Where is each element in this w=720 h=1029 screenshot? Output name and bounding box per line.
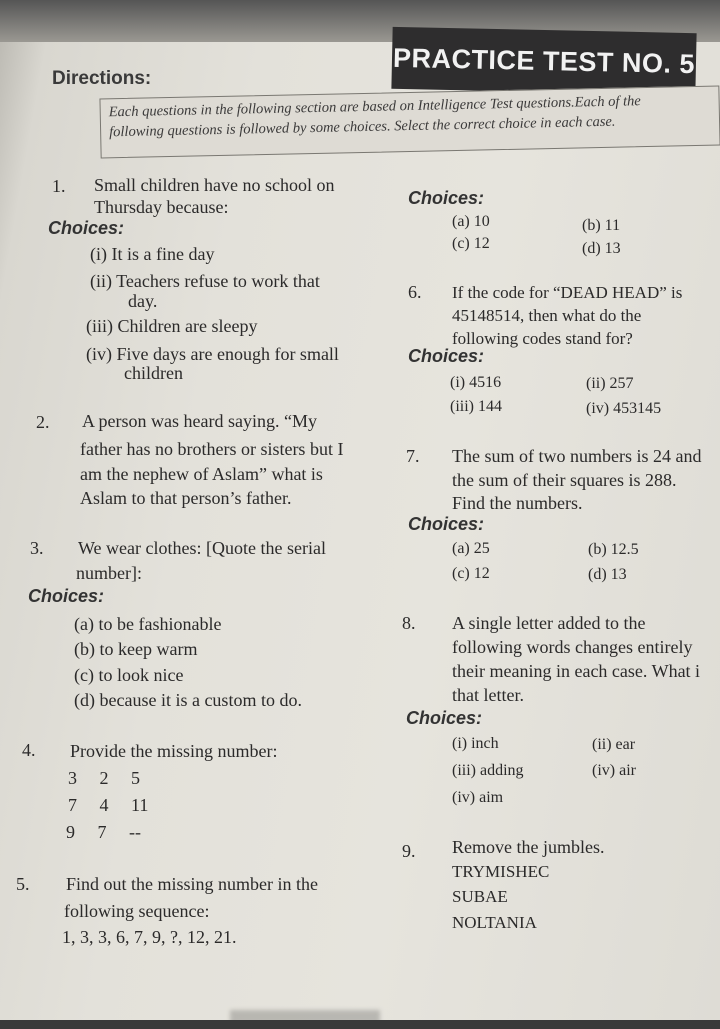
bottom-smudge: [230, 1010, 380, 1020]
q1-choices-label: Choices:: [48, 218, 125, 238]
q2-text-line-3: am the nephew of Aslam” what is: [80, 464, 323, 484]
q3-text-line-2: number]:: [76, 563, 142, 583]
q6-choices-label: Choices:: [408, 346, 485, 366]
q2-text-line-1: A person was heard saying. “My: [82, 411, 317, 431]
q4-grid-row-1: 3 2 5: [68, 768, 140, 788]
q9-word-2: SUBAE: [452, 887, 508, 906]
directions-line-2: following questions is followed by some choices. Select the correct choice in each case.: [108, 113, 616, 141]
q7-choices-label: Choices:: [408, 514, 485, 534]
q1-option-ii: (ii) Teachers refuse to work that: [90, 271, 320, 291]
q1-option-i: (i) It is a fine day: [90, 244, 215, 264]
q9-word-1: TRYMISHEC: [452, 862, 550, 881]
q8-option-iv: (iv) air: [592, 762, 636, 779]
q8-text-line-3: their meaning in each case. What i: [452, 661, 701, 681]
bottom-dark-strip: [0, 1020, 720, 1029]
q1-option-iii: (iii) Children are sleepy: [86, 316, 258, 336]
q2-text-line-4: Aslam to that person’s father.: [80, 488, 292, 508]
q5-number: 5.: [16, 874, 30, 894]
q6-text-line-1: If the code for “DEAD HEAD” is: [452, 283, 683, 302]
q2-text-line-2: father has no brothers or sisters but I: [80, 439, 344, 459]
q7-option-d: (d) 13: [588, 566, 627, 583]
q8-choices-label: Choices:: [406, 708, 483, 728]
q9-text-line-1: Remove the jumbles.: [452, 837, 605, 857]
q7-text-line-2: the sum of their squares is 288.: [452, 470, 677, 490]
q1-choice-b: (b) 11: [582, 217, 621, 234]
q1-text-line-1: Small children have no school on: [94, 175, 335, 195]
q8-text-line-4: that letter.: [452, 685, 524, 705]
q1-choice-d: (d) 13: [582, 240, 621, 257]
q1-right-choices-label: Choices:: [408, 188, 485, 208]
q8-text-line-1: A single letter added to the: [452, 613, 646, 633]
q8-option-iii: (iii) adding: [452, 762, 524, 779]
q4-number: 4.: [22, 740, 36, 760]
q9-number: 9.: [402, 841, 416, 861]
q8-number: 8.: [402, 613, 416, 633]
page-title: PRACTICE TEST NO. 5: [391, 27, 696, 95]
directions-label: Directions:: [52, 68, 152, 89]
q1-option-ii-cont: day.: [128, 291, 158, 311]
q6-option-ii: (ii) 257: [586, 375, 634, 392]
q8-option-i: (i) inch: [452, 735, 499, 752]
q3-number: 3.: [30, 538, 44, 558]
q1-text-line-2: Thursday because:: [94, 197, 229, 217]
q2-number: 2.: [36, 412, 50, 432]
q6-number: 6.: [408, 282, 422, 302]
q7-text-line-3: Find the numbers.: [452, 493, 583, 513]
q1-option-iv-cont: children: [124, 363, 183, 383]
q5-text-line-1: Find out the missing number in the: [66, 874, 318, 894]
q5-text-line-3: 1, 3, 3, 6, 7, 9, ?, 12, 21.: [62, 927, 237, 947]
q6-option-i: (i) 4516: [450, 374, 502, 391]
q6-option-iv: (iv) 453145: [586, 400, 662, 417]
q3-option-c: (c) to look nice: [74, 665, 184, 685]
q6-option-iii: (iii) 144: [450, 398, 502, 415]
q7-number: 7.: [406, 446, 420, 466]
q7-option-a: (a) 25: [452, 540, 490, 557]
q3-text-line-1: We wear clothes: [Quote the serial: [78, 538, 326, 558]
q8-text-line-2: following words changes entirely: [452, 637, 693, 657]
q4-grid-row-2: 7 4 11: [68, 795, 149, 815]
q6-text-line-3: following codes stand for?: [452, 329, 633, 348]
q3-option-a: (a) to be fashionable: [74, 614, 222, 634]
q4-text-line-1: Provide the missing number:: [70, 741, 278, 761]
q1-choice-a: (a) 10: [452, 213, 490, 230]
q8-option-iv-second: (iv) aim: [452, 789, 504, 806]
q1-option-iv: (iv) Five days are enough for small: [86, 344, 339, 364]
q3-option-d: (d) because it is a custom to do.: [74, 690, 302, 710]
q3-choices-label: Choices:: [28, 586, 105, 606]
q3-option-b: (b) to keep warm: [74, 639, 198, 659]
directions-box: [99, 86, 720, 159]
q7-text-line-1: The sum of two numbers is 24 and: [452, 446, 702, 466]
q4-grid-row-3: 9 7 --: [66, 822, 141, 842]
q7-option-b: (b) 12.5: [588, 541, 639, 558]
q1-number: 1.: [52, 176, 66, 196]
q1-choice-c: (c) 12: [452, 235, 490, 252]
q8-option-ii: (ii) ear: [592, 736, 636, 753]
directions-line-1: Each questions in the following section are based on Intelligence Test questions.Each of the: [108, 93, 641, 121]
q6-text-line-2: 45148514, then what do the: [452, 306, 642, 325]
q5-text-line-2: following sequence:: [64, 901, 210, 921]
q9-word-3: NOLTANIA: [452, 913, 537, 932]
q7-option-c: (c) 12: [452, 565, 490, 582]
